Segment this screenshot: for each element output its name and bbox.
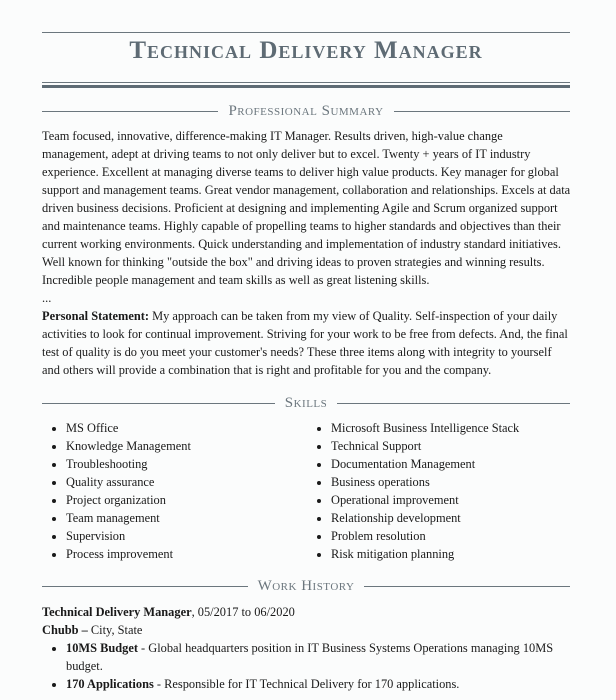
skill-item: • Problem resolution: [331, 527, 572, 545]
divider: [42, 32, 570, 33]
summary-ellipsis: ...: [42, 291, 52, 305]
resume-title: Technical Delivery Manager: [129, 37, 483, 64]
skill-item: • Process improvement: [66, 545, 307, 563]
skill-item: • Project organization: [66, 491, 307, 509]
section-header-work: Work History: [42, 577, 570, 595]
personal-statement: Personal Statement: My approach can be taken from my view of Quality. Self-inspection of your daily activities to look for continual improvement. Striving for your work to be free from defects. And, the final test of quality is do you meet your customer's needs? These three items along with integrity to yourself and others will provide a combination that is right and profitable for you and the company.: [42, 309, 568, 377]
skill-item: • Risk mitigation planning: [331, 545, 572, 563]
skill-item: • Documentation Management: [331, 455, 572, 473]
divider: [42, 82, 570, 83]
skill-item: • Business operations: [331, 473, 572, 491]
skill-item: • Relationship development: [331, 509, 572, 527]
divider: [42, 85, 570, 88]
company-line: Chubb – City, State: [42, 623, 143, 637]
summary-text: Team focused, innovative, difference-making IT Manager. Results driven, high-value change management, adept at driving teams to not only deliver but to excel. Twenty + years of IT industry experience. Excellent at managing diverse teams to deliver high value products. Key manager for global support and management teams. Great vendor management, collaboration and relationships. Excels at data driven business decisions. Proficient at designing and implementing Agile and Scrum organized support and maintenance teams. Highly capable of propelling teams to higher standards and objectives than their current working environments. Quick understanding and implementation of industry standard initiatives. Well known for thinking "outside the box" and driving ideas to proven strategies and winning results. Incredible people management and team skills as well as great listening skills.: [42, 129, 571, 287]
skill-item: • Knowledge Management: [66, 437, 307, 455]
skills-list: [42, 419, 572, 563]
summary-block: [42, 127, 572, 379]
skill-item: • MS Office: [66, 419, 307, 437]
job-line: Technical Delivery Manager, 05/2017 to 06/2020: [42, 605, 295, 619]
job-bullets: [42, 639, 572, 693]
section-header-summary: Professional Summary: [42, 102, 570, 120]
skills-right: [307, 419, 572, 563]
job-bullet: • 10MS Budget - Global headquarters position in IT Business Systems Operations managing 10MS budget.: [66, 639, 572, 675]
skill-item: • Supervision: [66, 527, 307, 545]
skill-item: • Technical Support: [331, 437, 572, 455]
skill-item: • Microsoft Business Intelligence Stack: [331, 419, 572, 437]
skill-item: • Operational improvement: [331, 491, 572, 509]
work-entry: [42, 603, 572, 693]
skills-left: [42, 419, 307, 563]
skill-item: • Team management: [66, 509, 307, 527]
skill-item: • Troubleshooting: [66, 455, 307, 473]
section-header-skills: Skills: [42, 394, 570, 412]
skill-item: • Quality assurance: [66, 473, 307, 491]
job-bullet: • 170 Applications - Responsible for IT Technical Delivery for 170 applications.: [66, 675, 572, 693]
